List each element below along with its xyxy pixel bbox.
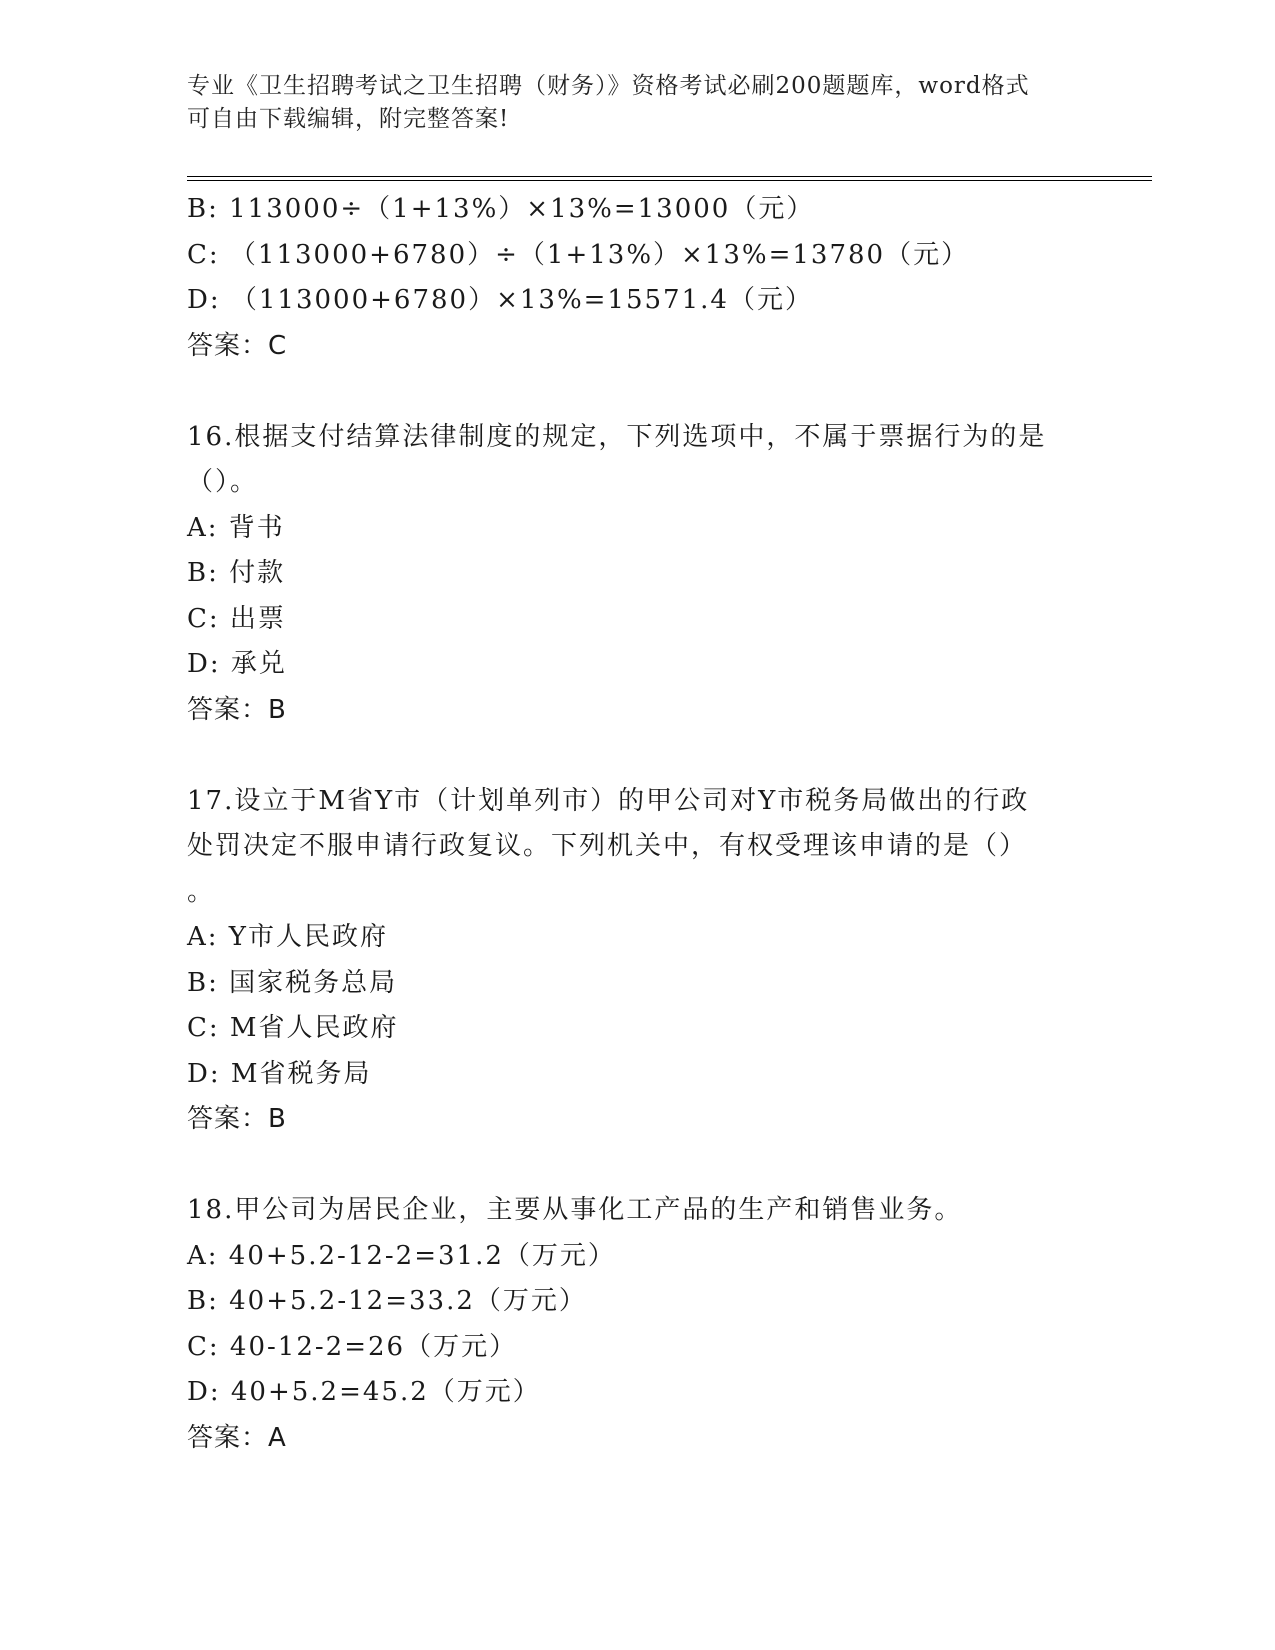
answer: 答案：B bbox=[187, 1104, 287, 1134]
option-d: D: （113000+6780）×13%=15571.4（元） bbox=[187, 285, 813, 315]
question-stem: 16.根据支付结算法律制度的规定，下列选项中，不属于票据行为的是 bbox=[187, 421, 1047, 452]
option-c: C: M省人民政府 bbox=[187, 1013, 399, 1043]
page-header bbox=[187, 70, 1067, 136]
answer: 答案：C bbox=[187, 330, 288, 361]
header-double-rule bbox=[187, 176, 1152, 181]
answer: 答案：A bbox=[187, 1422, 287, 1453]
question-stem-cont: 。 bbox=[187, 876, 216, 907]
option-d: D: 40+5.2=45.2（万元） bbox=[187, 1377, 541, 1407]
question-18 bbox=[187, 1188, 1077, 1461]
option-a: A: 40+5.2-12-2=31.2（万元） bbox=[187, 1240, 616, 1271]
spacer bbox=[187, 1143, 1077, 1189]
spacer bbox=[187, 733, 1077, 779]
option-d: D: M省税务局 bbox=[187, 1058, 372, 1089]
question-16 bbox=[187, 415, 1077, 734]
question-stem: 18.甲公司为居民企业，主要从事化工产品的生产和销售业务。 bbox=[187, 1195, 963, 1225]
question-stem: 17.设立于M省Y市（计划单列市）的甲公司对Y市税务局做出的行政 bbox=[187, 785, 1030, 816]
option-d: D: 承兑 bbox=[187, 649, 287, 679]
option-a: A: 背书 bbox=[187, 512, 285, 543]
header-title-line1: 专业《卫生招聘考试之卫生招聘（财务）》资格考试必刷200题题库，word格式 bbox=[187, 73, 1030, 99]
question-15-continued bbox=[187, 187, 1077, 369]
option-c: C: 40-12-2=26（万元） bbox=[187, 1331, 518, 1362]
header-title-line2: 可自由下载编辑，附完整答案! bbox=[187, 106, 510, 132]
question-17 bbox=[187, 779, 1077, 1143]
question-stem-cont: 处罚决定不服申请行政复议。下列机关中，有权受理该申请的是（） bbox=[187, 831, 1028, 861]
option-c: C: （113000+6780）÷（1+13%）×13%=13780（元） bbox=[187, 239, 970, 270]
option-b: B: 40+5.2-12=33.2（万元） bbox=[187, 1286, 587, 1316]
option-b: B: 国家税务总局 bbox=[187, 967, 398, 998]
option-b: B: 113000÷（1+13%）×13%=13000（元） bbox=[187, 194, 815, 224]
option-a: A: Y市人民政府 bbox=[187, 922, 388, 952]
spacer bbox=[187, 369, 1077, 415]
question-stem-cont: （）。 bbox=[187, 467, 259, 497]
question-list bbox=[187, 187, 1077, 1461]
option-b: B: 付款 bbox=[187, 558, 286, 588]
answer: 答案：B bbox=[187, 694, 287, 725]
option-c: C: 出票 bbox=[187, 603, 286, 634]
